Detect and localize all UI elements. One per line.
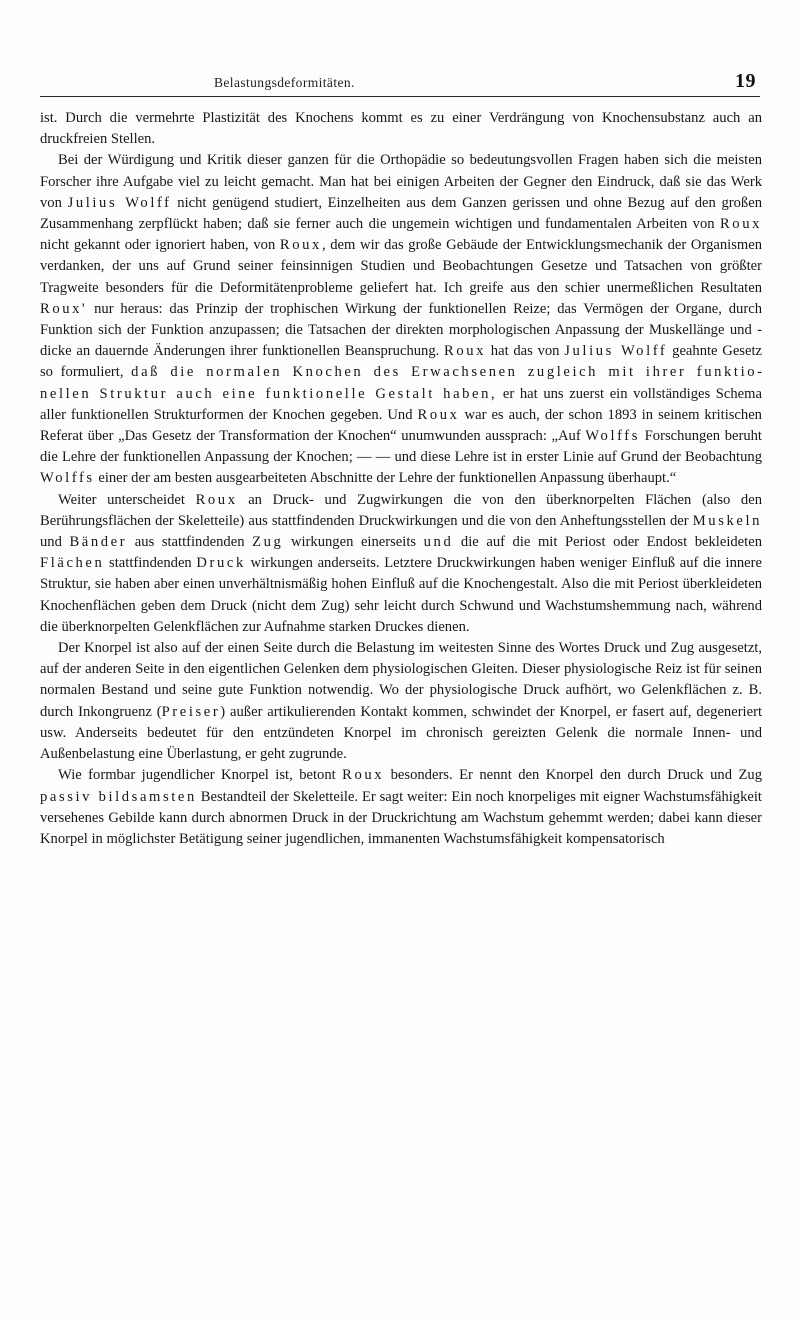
text-run: ) außer artikulierenden Kontakt kommen, schwindet der Knorpel, er fasert auf, degeneriert usw. Anderseits bedeutet für den entzündeten Knorpel im chronisch gereizten Gelenk die normale Innen- und Außenbelastung eine Überlastung, er geht zugrunde. <box>40 703 763 763</box>
page-header <box>40 70 760 97</box>
text-run: wirkungen anderseits. Letztere Druckwirkungen haben weniger Einfluß auf die innere Struktur, sie haben aber einen unverhältnismäßig hohen Einfluß auf die Knochengestalt. Also die mit Periost überkleideten Knochenflächen geben dem Druck (nicht dem Zug) sehr leicht durch Schwund und Wachstumshemmung nach, während die überknorpelten Gelenkflächen zur Aufnahme starken Druckes dienen. <box>40 555 762 635</box>
text-run: Forschungen beruht die Lehre der funktionellen Anpassung der Knochen; — — und diese Lehre ist in erster Linie auf Grund der Beobachtung <box>40 428 762 466</box>
emphasis-letterspaced: daß die normalen Knochen des Erwachsenen zugleich mit ihrer funktionellen Struktur auch eine funktionelle Gestalt haben, <box>40 364 762 402</box>
emphasis-letterspaced: Bänder <box>69 534 128 551</box>
text-run: wirkungen einerseits <box>283 534 424 551</box>
text-run: ist. Durch die vermehrte Plastizität des Knochens kommt es zu einer Verdrängung von Knochensubstanz auch an druckfreien Stellen. <box>40 110 762 148</box>
paragraph <box>40 108 762 150</box>
text-run: die auf die mit Periost oder Endost bekleideten <box>453 534 762 551</box>
header-row <box>40 70 760 96</box>
emphasis-letterspaced: Julius Wolff <box>564 343 668 360</box>
emphasis-letterspaced: Roux <box>444 343 487 360</box>
emphasis-letterspaced: Muskeln <box>692 512 762 529</box>
text-run: Der Knorpel ist also auf der einen Seite durch die Belastung im weitesten Sinne des Wortes Druck und Zug ausgesetzt, auf der anderen Seite in den eigentlichen Gelenken dem physiologischen Gleiten. Dieser physiologische Reiz ist für seinen normalen Bestand und seine gute Funktion notwendig. Wo der physiologische Druck aufhört, wo Gelenkflächen z. B. durch Inkongruenz ( <box>40 640 762 720</box>
text-run: hat das von <box>486 343 565 360</box>
text-run: er hat uns zuerst ein vollständiges Schema aller funktionellen Strukturformen der Knochen gegeben. Und <box>40 385 762 423</box>
text-run: , dem wir das große Gebäude der Entwicklungsmechanik der Organismen verdanken, der uns auf Grund seiner feinsinnigen Studien und Beobachtungen Gesetze und Tatsachen von größter Tragweite besonders für die Deformitätenprobleme geliefert hat. Ich greife aus den schier unermeßlichen Resultaten <box>40 237 762 296</box>
emphasis-letterspaced: Julius Wolff <box>67 194 172 211</box>
text-run: stattfindenden <box>104 555 197 572</box>
text-run: nicht gekannt oder ignoriert haben, von <box>40 237 280 254</box>
emphasis-letterspaced: Zug <box>252 534 284 551</box>
text-run: Bestandteil der Skeletteile. Er sagt weiter: Ein noch knorpeliges mit eigner Wachstumsfähigkeit versehenes Gebilde kann durch abnormen Druck in der Druckrichtung am Wachstum gehemmt werden; dabei kann dieser Knorpel in möglichster Betätigung seiner jugendlichen, immanenten Wachstumsfähigkeit kompensatorisch <box>40 788 762 847</box>
emphasis-letterspaced: Roux <box>417 406 460 423</box>
text-run: aus stattfindenden <box>127 534 253 551</box>
text-run: Wie formbar jugendlicher Knorpel ist, betont <box>58 767 343 784</box>
emphasis-letterspaced: Wolffs <box>585 428 641 445</box>
emphasis-letterspaced: Roux <box>279 237 322 254</box>
header-rule <box>40 96 760 97</box>
paragraph <box>40 765 762 850</box>
emphasis-letterspaced: Roux <box>719 216 762 233</box>
paragraph <box>40 490 762 638</box>
text-run: Weiter unterscheidet <box>58 491 196 508</box>
text-run: nicht genügend studiert, Einzelheiten aus dem Ganzen gerissen und ohne Bezug auf den großen Zusammenhang zerpflückt haben; daß sie ferner auch die ungemein wichtigen und fundamentalen Arbeiten von <box>40 194 762 233</box>
emphasis-letterspaced: Roux <box>342 767 385 784</box>
running-title: Belastungsdeformitäten. <box>214 75 355 90</box>
text-run: besonders. Er nennt den Knorpel den durch Druck und Zug <box>384 767 762 784</box>
text-run: war es auch, der schon 1893 in seinem kritischen Referat über „Das Gesetz der Transformation der Knochen“ unumwunden aussprach: „Auf <box>40 406 762 445</box>
text-run: Bei der Würdigung und Kritik dieser ganzen für die Orthopädie so bedeutungsvollen Fragen haben sich die meisten Forscher ihre Aufgabe viel zu leicht gemacht. Man hat bei einigen Arbeiten der Gegner den Eindruck, daß sie das Werk von <box>40 152 762 211</box>
emphasis-letterspaced: Druck <box>196 555 246 572</box>
page-number: 19 <box>735 70 756 92</box>
text-run: geahnte Gesetz so formuliert, <box>40 343 762 381</box>
emphasis-letterspaced: Flächen <box>40 555 105 572</box>
text-run: an Druck- und Zugwirkungen die von den überknorpelten Flächen (also den Berührungsflächen der Skeletteile) aus stattfindenden Druckwirkungen und die von den Anheftungsstellen der <box>40 491 762 529</box>
paragraph <box>40 638 762 765</box>
text-run: einer der am besten ausgearbeiteten Abschnitte der Lehre der funktionellen Anpassung überhaupt.“ <box>94 470 677 487</box>
paragraph <box>40 150 762 489</box>
body-text <box>40 108 762 850</box>
emphasis-letterspaced: Wolffs <box>40 470 95 487</box>
text-run: nur heraus: das Prinzip der trophischen Wirkung der funktionellen Reize; das Vermögen der Organe, durch Funktion sich der Funktion anzupassen; die Tatsachen der direkten morphologischen Anpassung der Muskellänge und -dicke an dauernde Änderungen ihrer funktionellen Beanspruchung. <box>40 300 762 360</box>
emphasis-letterspaced: und <box>423 534 454 551</box>
emphasis-letterspaced: Roux <box>195 491 238 508</box>
text-run: und <box>40 534 70 551</box>
emphasis-letterspaced: Preiser <box>161 703 221 720</box>
emphasis-letterspaced: Roux' <box>40 300 88 317</box>
emphasis-letterspaced: passiv bildsamsten <box>40 788 197 805</box>
